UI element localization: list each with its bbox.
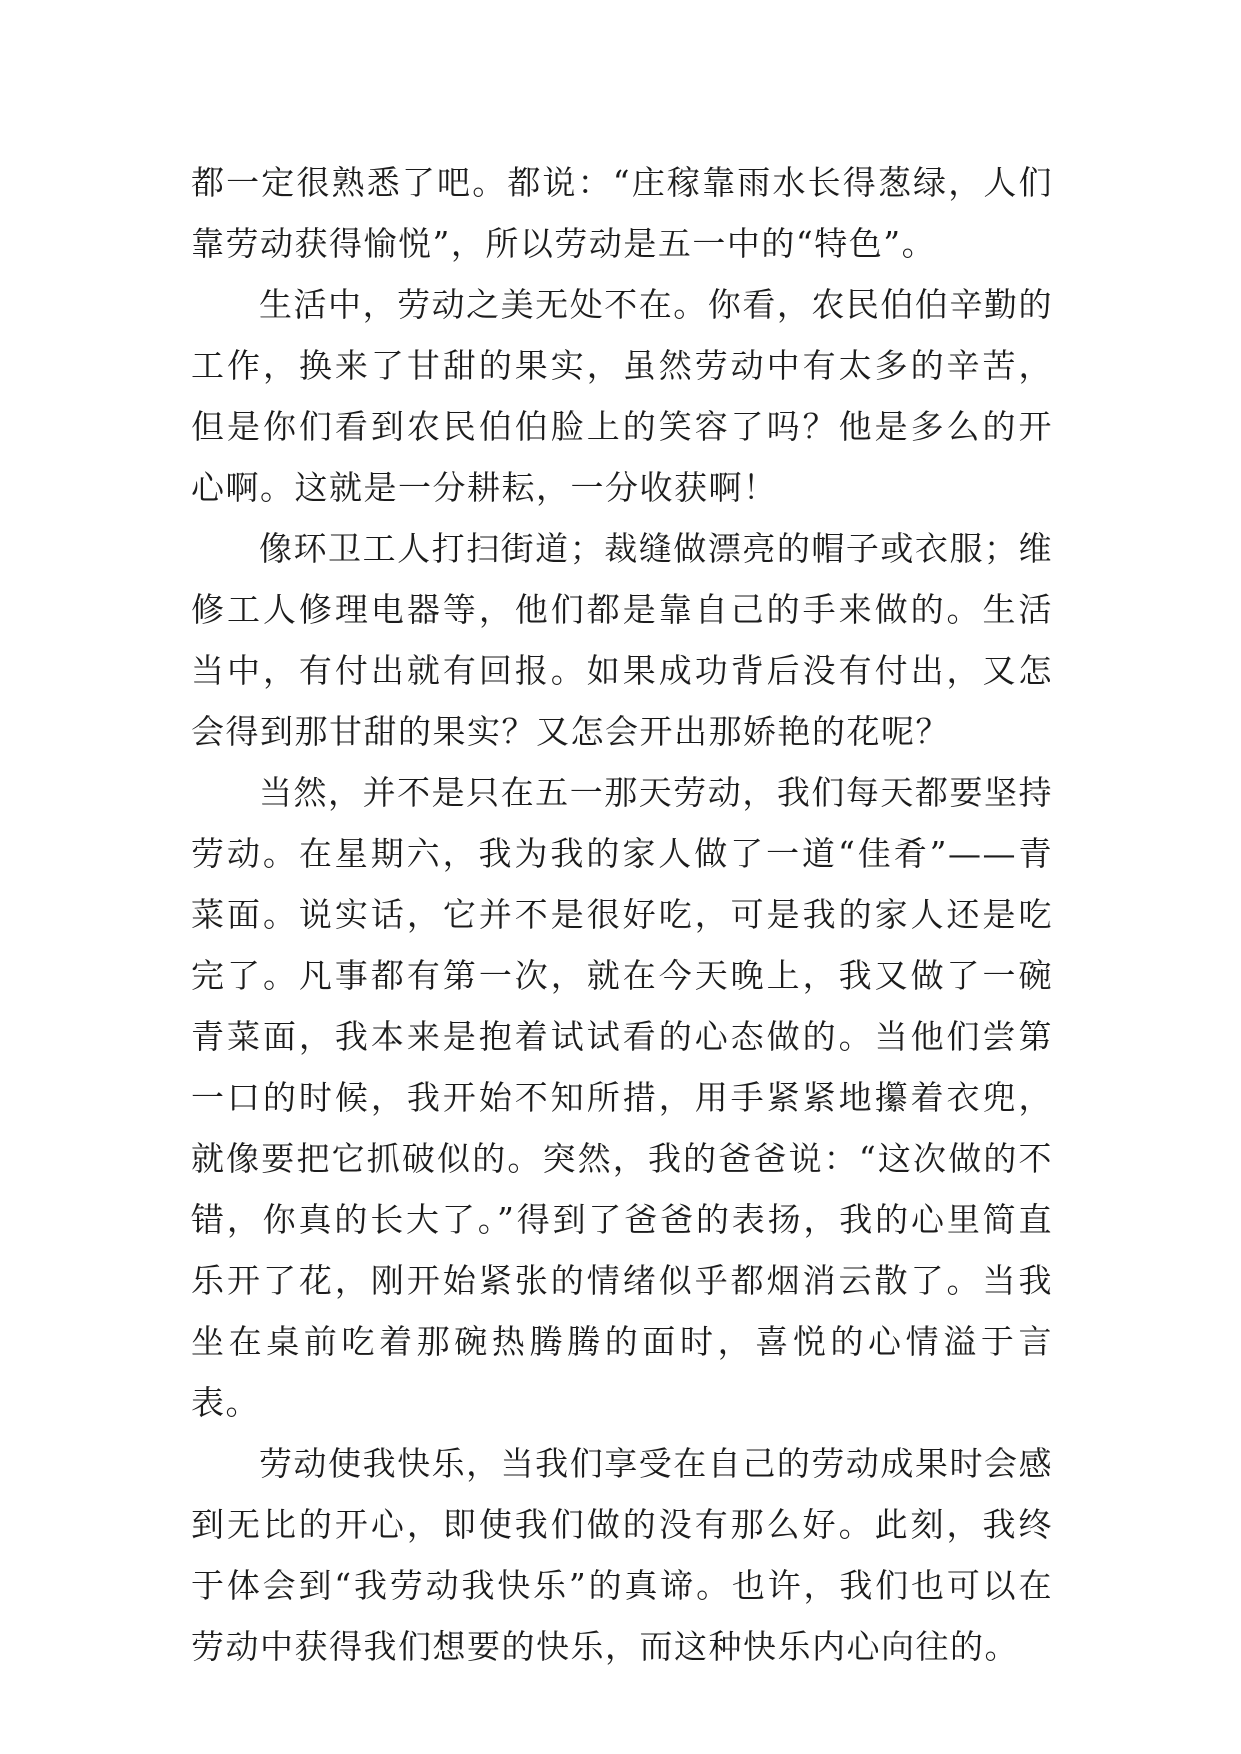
document-body	[191, 152, 1053, 1677]
paragraph-3: 像环卫工人打扫街道；裁缝做漂亮的帽子或衣服；维修工人修理电器等，他们都是靠自己的手来做的。生活当中，有付出就有回报。如果成功背后没有付出，又怎会得到那甘甜的果实？又怎会开出那娇艳的花呢？	[191, 529, 1053, 751]
paragraph-4: 当然，并不是只在五一那天劳动，我们每天都要坚持劳动。在星期六，我为我的家人做了一道“佳肴”——青菜面。说实话，它并不是很好吃，可是我的家人还是吃完了。凡事都有第一次，就在今天晚上，我又做了一碗青菜面，我本来是抱着试试看的心态做的。当他们尝第一口的时候，我开始不知所措，用手紧紧地攥着衣兜，就像要把它抓破似的。突然，我的爸爸说：“这次做的不错，你真的长大了。”得到了爸爸的表扬，我的心里简直乐开了花，刚开始紧张的情绪似乎都烟消云散了。当我坐在桌前吃着那碗热腾腾的面时，喜悦的心情溢于言表。	[191, 773, 1053, 1422]
paragraph-5: 劳动使我快乐，当我们享受在自己的劳动成果时会感到无比的开心，即使我们做的没有那么好。此刻，我终于体会到“我劳动我快乐”的真谛。也许，我们也可以在劳动中获得我们想要的快乐，而这种快乐内心向往的。	[191, 1444, 1053, 1666]
paragraph-1: 都一定很熟悉了吧。都说：“庄稼靠雨水长得葱绿，人们靠劳动获得愉悦”，所以劳动是五一中的“特色”。	[191, 163, 1053, 263]
paragraph-2: 生活中，劳动之美无处不在。你看，农民伯伯辛勤的工作，换来了甘甜的果实，虽然劳动中有太多的辛苦，但是你们看到农民伯伯脸上的笑容了吗？他是多么的开心啊。这就是一分耕耘，一分收获啊！	[191, 285, 1053, 507]
